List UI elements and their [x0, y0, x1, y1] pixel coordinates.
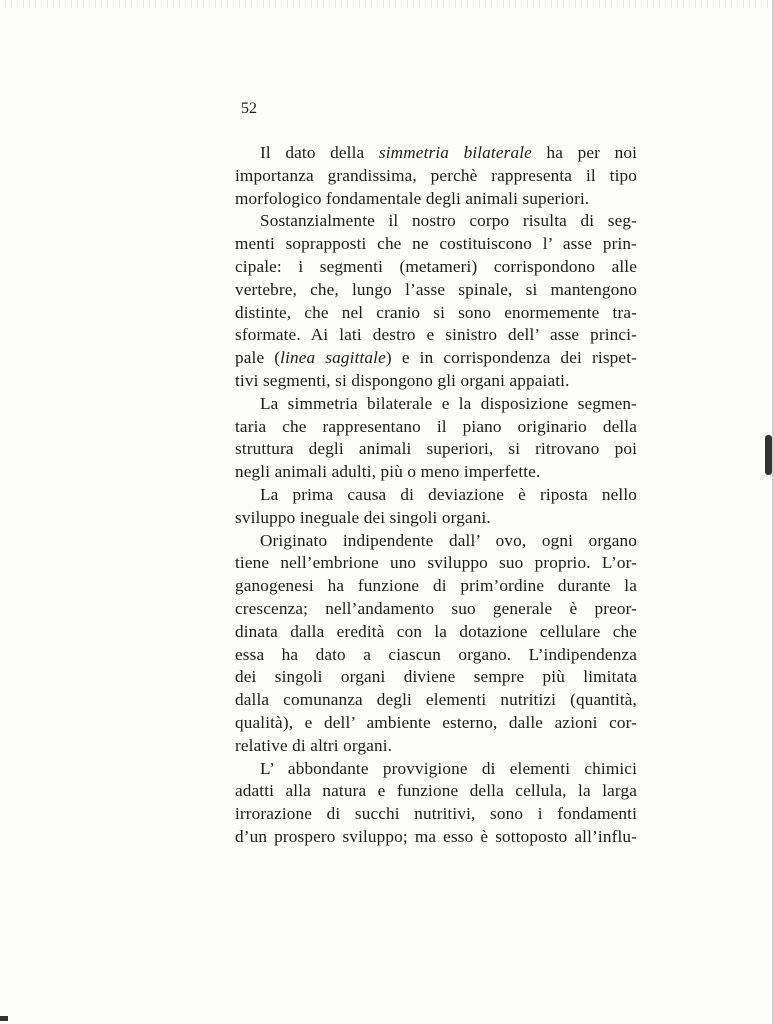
text-line	[235, 689, 637, 712]
text-line	[235, 712, 637, 735]
binding-mark	[765, 435, 772, 475]
text-segment: adatti alla natura e funzione della cellula, la larga	[235, 781, 637, 801]
text-line	[235, 758, 637, 781]
text-line	[235, 393, 637, 416]
text-line	[235, 621, 637, 644]
text-segment: relative di altri organi.	[235, 735, 393, 755]
text-segment: distinte, che nel cranio si sono enormemente tra-	[235, 302, 637, 322]
text-line	[235, 188, 637, 211]
text-line	[235, 370, 637, 393]
text-line	[235, 324, 637, 347]
text-line	[235, 438, 637, 461]
text-line	[235, 575, 637, 598]
text-segment: irrorazione di succhi nutritivi, sono i fondamenti	[235, 804, 637, 824]
text-segment: La prima causa di deviazione è riposta nello	[260, 484, 637, 504]
text-segment: Sostanzialmente il nostro corpo risulta di seg-	[260, 211, 637, 231]
text-segment: tiene nell’embrione uno sviluppo suo proprio. L’or-	[235, 553, 637, 573]
text-line	[235, 598, 637, 621]
text-segment: ha per noi	[531, 143, 638, 162]
text-segment: La simmetria bilaterale e la disposizione segmen-	[260, 393, 637, 413]
text-segment: dei singoli organi diviene sempre più limitata	[235, 667, 637, 687]
text-segment: importanza grandissima, perchè rappresenta il tipo	[235, 165, 637, 185]
text-segment: ganogenesi ha funzione di prim’ordine durante la	[235, 576, 637, 596]
text-segment: taria che rappresentano il piano originario della	[235, 416, 637, 436]
text-segment: sformate. Ai lati destro e sinistro dell’ asse princi-	[235, 325, 637, 345]
text-segment: crescenza; nell’andamento suo generale è preor-	[235, 598, 637, 618]
text-line	[235, 233, 637, 256]
text-line	[235, 644, 637, 667]
text-segment: qualità), e dell’ ambiente esterno, dalle azioni cor-	[235, 712, 637, 732]
text-line	[235, 780, 637, 803]
text-line	[235, 803, 637, 826]
text-segment: menti soprapposti che ne costituiscono l’ asse prin-	[235, 234, 637, 254]
scan-mark	[0, 1016, 8, 1021]
text-line	[235, 256, 637, 279]
text-segment: Il dato della	[260, 143, 379, 162]
text-line	[235, 552, 637, 575]
page-number: 52	[241, 100, 257, 117]
text-line	[235, 461, 637, 484]
text-segment: dalla comunanza degli elementi nutritizi (quantità,	[235, 690, 637, 710]
text-segment: negli animali adulti, più o meno imperfette.	[235, 462, 541, 482]
text-line	[235, 279, 637, 302]
text-segment: cipale: i segmenti (metameri) corrispondono alle	[235, 256, 637, 276]
text-line	[235, 302, 637, 325]
text-line	[235, 735, 637, 758]
text-line	[235, 507, 637, 530]
text-segment: d’un prospero sviluppo; ma esso è sottoposto all’influ-	[235, 826, 637, 846]
text-line	[235, 666, 637, 689]
text-segment: tivi segmenti, si dispongono gli organi appaiati.	[235, 370, 570, 390]
text-segment: sviluppo ineguale dei singoli organi.	[235, 507, 491, 527]
text-line	[235, 484, 637, 507]
text-segment: L’ abbondante provvigione di elementi chimici	[260, 758, 637, 778]
text-line	[235, 210, 637, 233]
text-line	[235, 347, 637, 370]
body-text	[235, 142, 637, 849]
text-line	[235, 530, 637, 553]
text-segment: Originato indipendente dall’ ovo, ogni organo	[260, 530, 637, 550]
text-segment: ) e in corrispondenza dei rispet-	[385, 348, 637, 368]
text-line	[235, 142, 637, 165]
text-segment: essa ha dato a ciascun organo. L’indipendenza	[235, 644, 637, 664]
text-segment: vertebre, che, lungo l’asse spinale, si mantengono	[235, 279, 637, 299]
text-segment: pale (	[235, 348, 281, 368]
italic-term: simmetria bilaterale	[378, 143, 532, 162]
text-segment: dinata dalla eredità con la dotazione cellulare che	[235, 621, 637, 641]
text-line	[235, 826, 637, 849]
text-segment: morfologico fondamentale degli animali superiori.	[235, 188, 590, 208]
text-line	[235, 416, 637, 439]
text-line	[235, 165, 637, 188]
italic-term: linea sagittale	[280, 348, 386, 368]
text-segment: struttura degli animali superiori, si ritrovano poi	[235, 439, 637, 459]
scan-noise-top	[0, 0, 774, 8]
